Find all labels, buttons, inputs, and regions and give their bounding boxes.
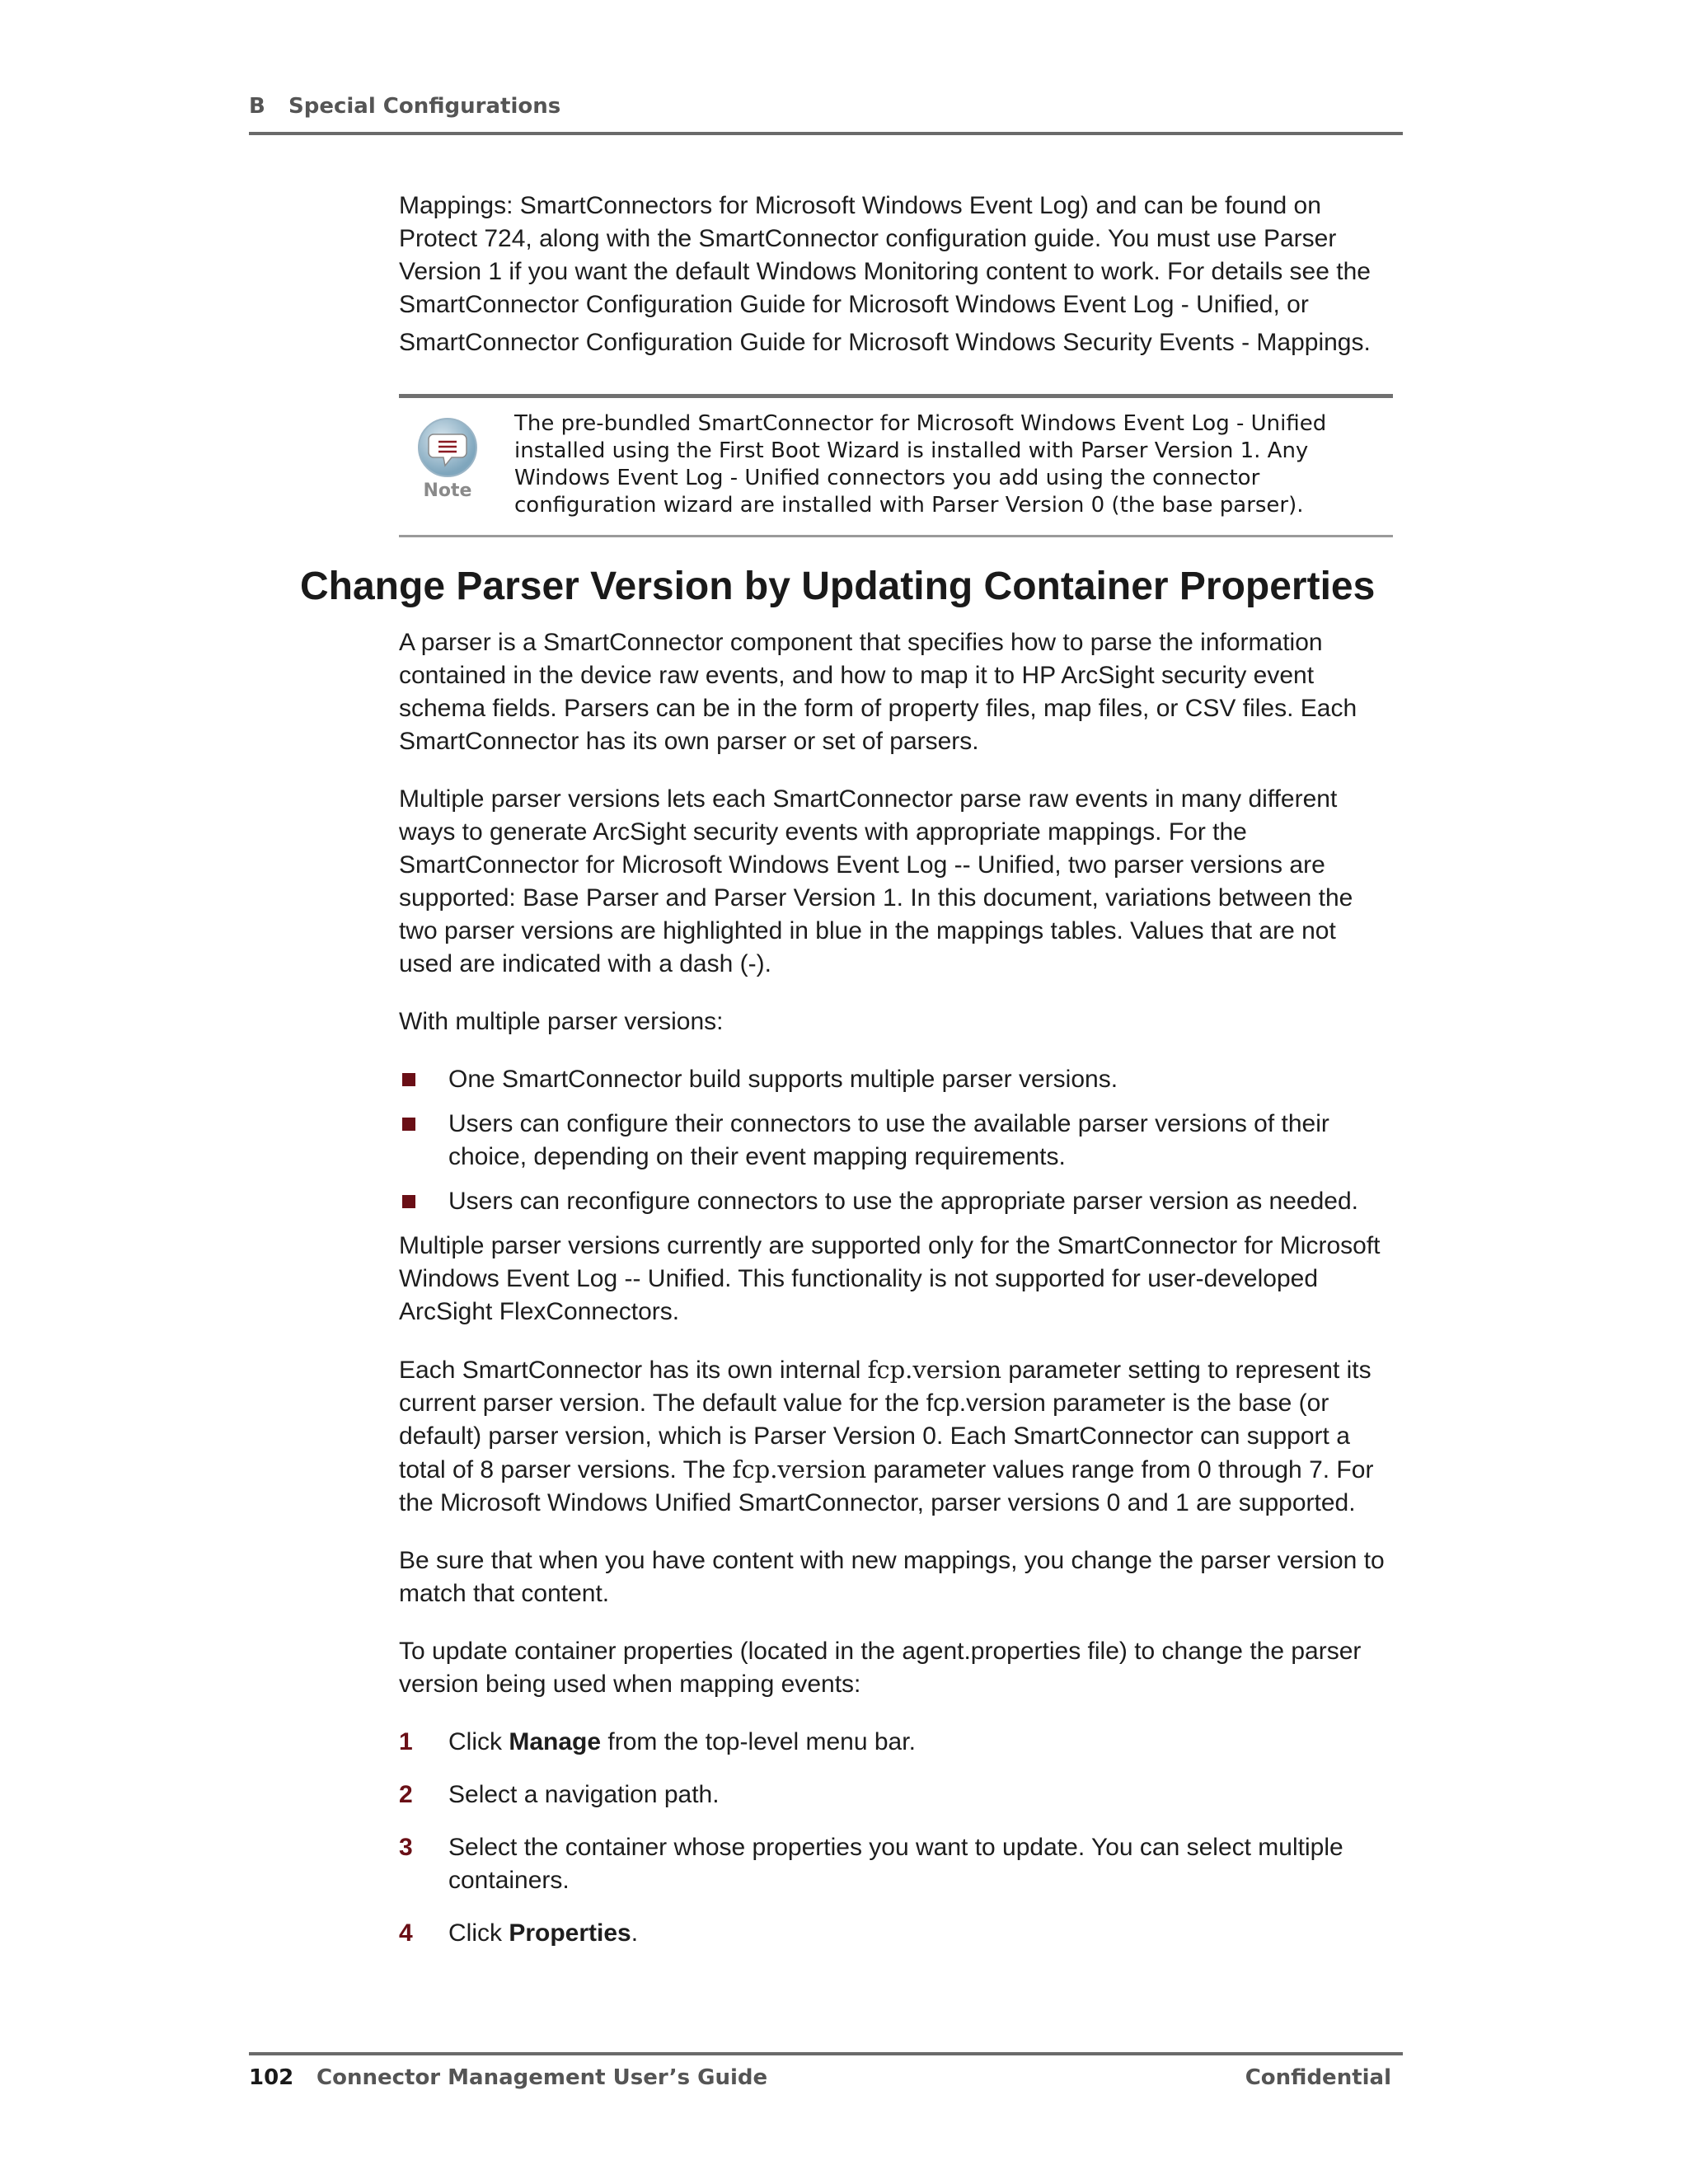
intro-line: Version 1 if you want the default Windows Monitoring content to work. For details see the xyxy=(399,258,1371,285)
step-item xyxy=(399,1831,1388,1897)
step-text: from the top-level menu bar. xyxy=(601,1728,916,1755)
menu-name: Manage xyxy=(509,1728,602,1755)
paragraph: Be sure that when you have content with new mappings, you change the parser version to match that content. xyxy=(399,1547,1385,1607)
step-item xyxy=(399,1779,1388,1811)
intro-paragraph xyxy=(399,190,1388,359)
list-item-text: Users can configure their connectors to use the available parser versions of their choice, depending on their event mapping requirements. xyxy=(448,1110,1329,1170)
list-item-text: Users can reconfigure connectors to use the appropriate parser version as needed. xyxy=(448,1188,1358,1215)
list-item xyxy=(399,1108,1388,1174)
step-text: Click xyxy=(448,1919,509,1947)
paragraph: A parser is a SmartConnector component that specifies how to parse the information contained in the device raw events, and how to map it to HP ArcSight security event schema fields. Parsers can be in the form of property files, map files, or CSV files. Each SmartConnector has its own parser or set of parsers. xyxy=(399,629,1357,755)
step-text: Select a navigation path. xyxy=(448,1781,720,1808)
note-text: The pre-bundled SmartConnector for Microsoft Windows Event Log - Unified installed using the First Boot Wizard is installed with Parser Version 1. Any Windows Event Log - Unified connectors you add using the connector configuration wizard are installed with Parser Version 0 (the base parser). xyxy=(514,411,1327,518)
paragraph: To update container properties (located in the agent.properties file) to change the parser version being used when mapping events: xyxy=(399,1638,1362,1698)
text-run: parameter setting to represent its current parser version. The default value for the fcp.version parameter is the base (or default) parser version, which is Parser Version 0. Each SmartConnector can support a total of 8 parser versions. The xyxy=(399,1357,1372,1483)
paragraph: Multiple parser versions currently are supported only for the SmartConnector for Microsoft Windows Event Log -- Unified. This functionality is not supported for user-developed ArcSight FlexConnectors. xyxy=(399,1232,1381,1325)
bullet-list xyxy=(399,1063,1388,1218)
confidential-label: Confidential xyxy=(1245,2065,1391,2090)
page-header xyxy=(249,91,1403,135)
note-label: Note xyxy=(423,480,472,501)
step-text: Click xyxy=(448,1728,509,1755)
list-item xyxy=(399,1063,1388,1096)
step-text: . xyxy=(631,1919,639,1947)
step-item xyxy=(399,1917,1388,1950)
section-heading: Change Parser Version by Updating Container Properties xyxy=(300,565,1376,608)
guide-title: Connector Management User’s Guide xyxy=(316,2065,768,2090)
note-box xyxy=(399,394,1393,537)
square-bullet-icon xyxy=(402,1118,415,1131)
page-footer xyxy=(249,2052,1403,2105)
list-item-text: One SmartConnector build supports multiple parser versions. xyxy=(448,1066,1118,1093)
text-run: Each SmartConnector has its own internal xyxy=(399,1357,868,1384)
paragraph xyxy=(399,1353,1388,1520)
step-number: 1 xyxy=(399,1728,413,1755)
button-name: Properties xyxy=(509,1919,631,1947)
text-run: parameter values range from 0 through 7. For the Microsoft Windows Unified SmartConnector, parser versions 0 and 1 are supported. xyxy=(399,1456,1374,1516)
code-fcp-version: fcp.version xyxy=(732,1455,867,1483)
section-letter: B xyxy=(249,94,265,119)
intro-line: SmartConnector Configuration Guide for Microsoft Windows Event Log - Unified, or xyxy=(399,291,1309,318)
intro-line: Mappings: SmartConnectors for Microsoft Windows Event Log) and can be found on xyxy=(399,192,1321,219)
step-number: 4 xyxy=(399,1919,413,1947)
square-bullet-icon xyxy=(402,1195,415,1208)
paragraph: With multiple parser versions: xyxy=(399,1008,724,1035)
step-number: 2 xyxy=(399,1781,413,1808)
step-text: Select the container whose properties you want to update. You can select multiple containers. xyxy=(448,1834,1343,1894)
intro-line: Protect 724, along with the SmartConnector configuration guide. You must use Parser xyxy=(399,225,1337,252)
intro-line: SmartConnector Configuration Guide for Microsoft Windows Security Events - Mappings. xyxy=(399,329,1371,356)
step-number: 3 xyxy=(399,1834,413,1861)
section-title: Special Configurations xyxy=(288,94,561,119)
code-fcp-version: fcp.version xyxy=(867,1356,1002,1384)
step-list xyxy=(399,1726,1388,1950)
note-speech-bubble-icon xyxy=(414,416,481,484)
step-item xyxy=(399,1726,1388,1759)
paragraph: Multiple parser versions lets each SmartConnector parse raw events in many different ways to generate ArcSight security events with appropriate mappings. For the SmartConnector for Microsoft Windows Event Log -- Unified, two parser versions are supported: Base Parser and Parser Version 1. In this document, variations between the two parser versions are highlighted in blue in the mappings tables. Values that are not used are indicated with a dash (-). xyxy=(399,785,1353,977)
list-item xyxy=(399,1185,1388,1218)
page-number: 102 xyxy=(249,2065,294,2090)
main-content xyxy=(399,626,1388,1970)
square-bullet-icon xyxy=(402,1073,415,1086)
